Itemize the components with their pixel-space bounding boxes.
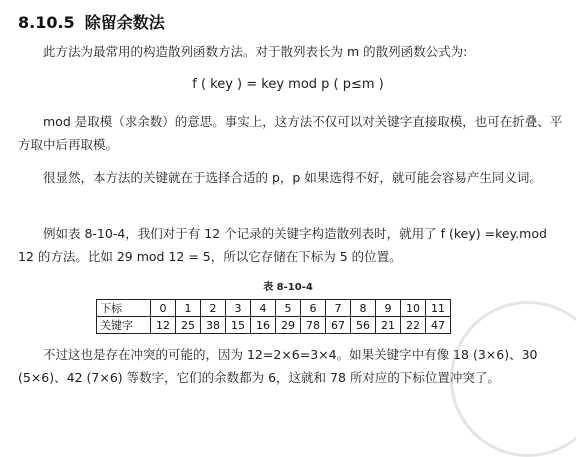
key-cell: 56 xyxy=(351,317,376,334)
index-cell: 9 xyxy=(376,300,401,317)
row-label-key: 关键字 xyxy=(97,317,151,334)
index-cell: 0 xyxy=(151,300,176,317)
key-row xyxy=(97,317,451,334)
example-paragraph: 例如表 8-10-4，我们对于有 12 个记录的关键字构造散列表时，就用了 f (key) =key.mod 12 的方法。比如 29 mod 12 = 5，所以它存储在下标为 5 的位置。 xyxy=(18,226,547,264)
index-row xyxy=(97,300,451,317)
index-cell: 1 xyxy=(176,300,201,317)
key-cell: 25 xyxy=(176,317,201,334)
section-heading xyxy=(18,10,165,33)
key-cell: 47 xyxy=(426,317,451,334)
index-cell: 2 xyxy=(201,300,226,317)
key-point-paragraph: 很显然，本方法的关键就在于选择合适的 p，p 如果选得不好，就可能会容易产生同义词。 xyxy=(43,170,542,185)
row-label-index: 下标 xyxy=(97,300,151,317)
index-cell: 4 xyxy=(251,300,276,317)
index-cell: 10 xyxy=(401,300,426,317)
index-cell: 8 xyxy=(351,300,376,317)
index-cell: 6 xyxy=(301,300,326,317)
hash-formula: f ( key ) = key mod p ( p≤m ) xyxy=(192,77,384,92)
index-cell: 7 xyxy=(326,300,351,317)
key-cell: 21 xyxy=(376,317,401,334)
section-title: 除留余数法 xyxy=(84,13,165,32)
conflict-paragraph: 不过这也是存在冲突的可能的，因为 12=2×6=3×4。如果关键字中有像 18 (3×6)、30 (5×6)、42 (7×6) 等数字，它们的余数都为 6，这就和 78 所对应的下标位置冲突了。 xyxy=(18,347,538,385)
key-cell: 67 xyxy=(326,317,351,334)
index-cell: 3 xyxy=(226,300,251,317)
mod-explanation-paragraph: mod 是取模（求余数）的意思。事实上，这方法不仅可以对关键字直接取模，也可在折叠、平方取中后再取模。 xyxy=(18,114,563,152)
key-cell: 16 xyxy=(251,317,276,334)
hash-table xyxy=(96,299,451,334)
key-cell: 78 xyxy=(301,317,326,334)
key-cell: 29 xyxy=(276,317,301,334)
index-cell: 5 xyxy=(276,300,301,317)
table-caption: 表 8-10-4 xyxy=(263,282,313,293)
key-cell: 12 xyxy=(151,317,176,334)
intro-paragraph: 此方法为最常用的构造散列函数方法。对于散列表长为 m 的散列函数公式为: xyxy=(43,44,468,59)
key-cell: 38 xyxy=(201,317,226,334)
key-cell: 15 xyxy=(226,317,251,334)
index-cell: 11 xyxy=(426,300,451,317)
key-cell: 22 xyxy=(401,317,426,334)
section-number: 8.10.5 xyxy=(18,13,75,32)
